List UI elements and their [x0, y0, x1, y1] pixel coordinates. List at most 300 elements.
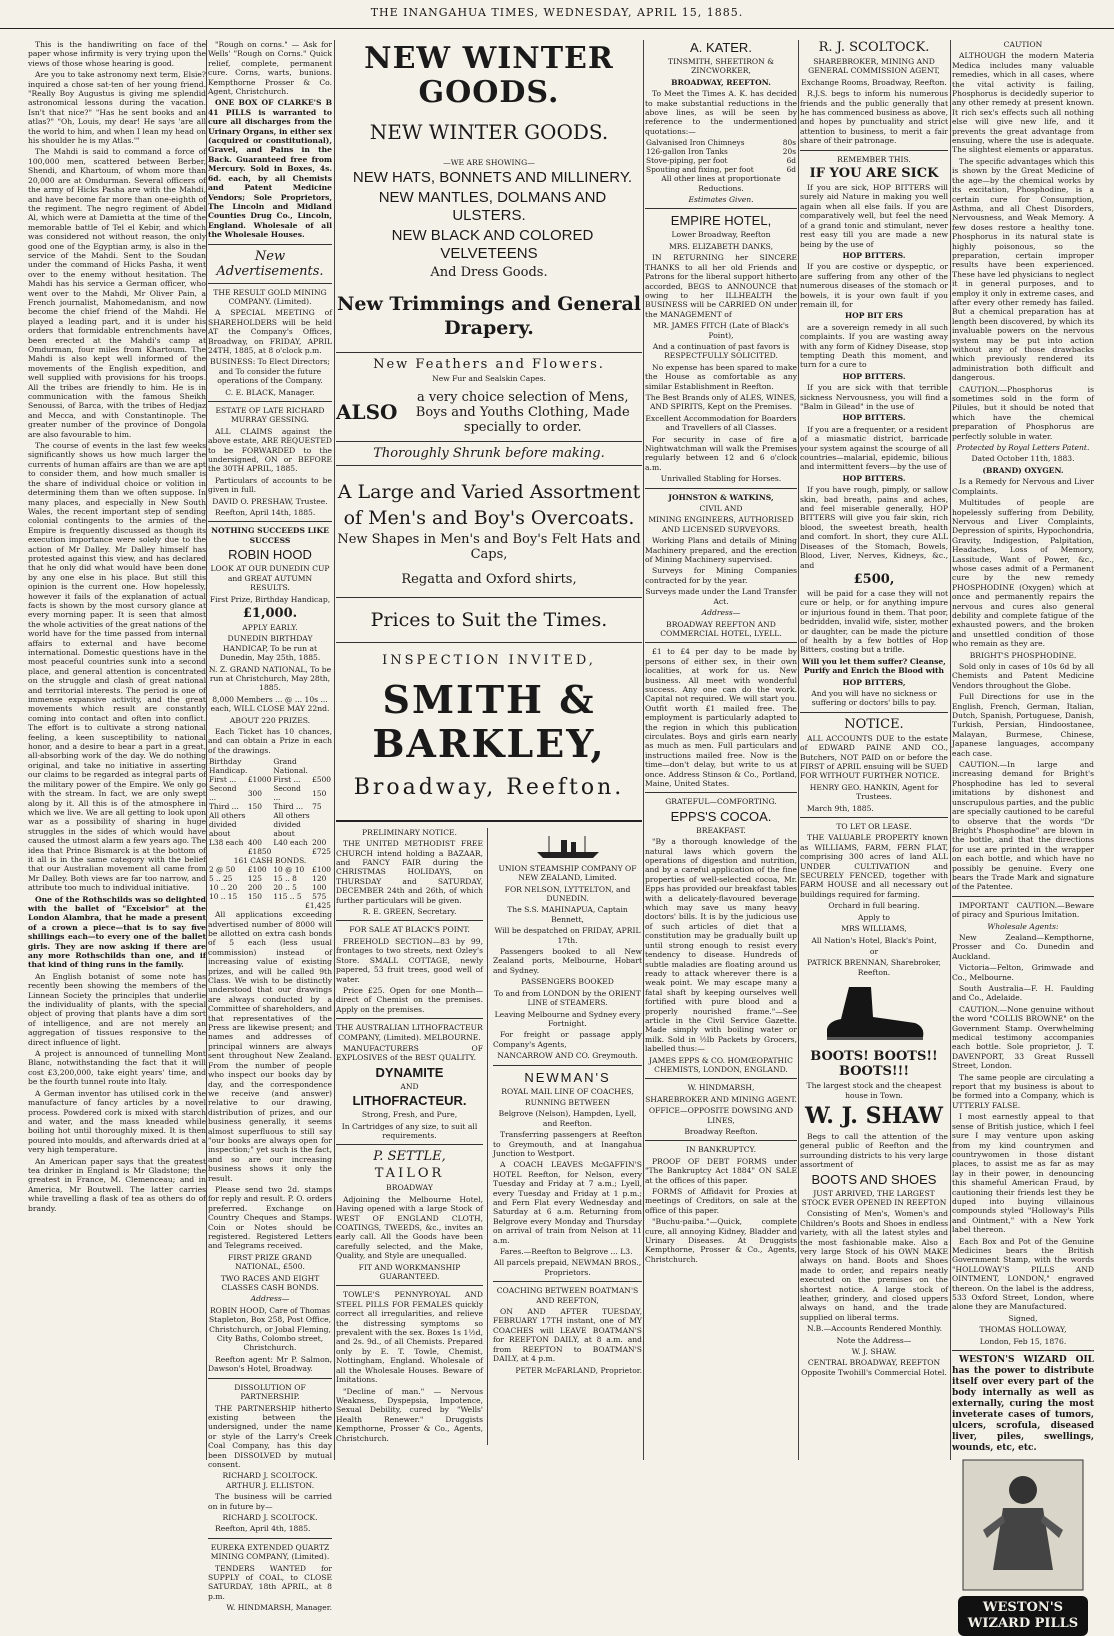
table-cell: £500 — [312, 775, 331, 785]
strong-fresh: Strong, Fresh, and Pure, — [361, 1110, 458, 1120]
johnston-heading: JOHNSTON & WATKINS, — [668, 492, 774, 502]
notice-body: ALL ACCOUNTS DUE to the estate of EDWARD PAINE AND CO., Butchers, NOT PAID on or before the FIRST of APRIL ensuing will be SUED FOR WITHOUT FURTHER NOTICE. — [800, 733, 948, 781]
table-row — [208, 838, 332, 847]
table-cell: Galvanised Iron Chimneys — [646, 138, 745, 148]
drapery-line: NEW MANTLES, DOLMANS AND ULSTERS. — [378, 189, 607, 225]
divider — [952, 896, 1094, 897]
robin-hood-dunedin: DUNEDIN BIRTHDAY HANDICAP, To be run at Dunedin, May 25th, 1885. — [219, 634, 321, 663]
eureka-heading: EUREKA EXTENDED QUARTZ MINING COMPANY, (Limited). — [210, 1542, 330, 1562]
divider — [645, 642, 797, 643]
table-cell — [272, 847, 311, 856]
divider — [336, 441, 642, 442]
prize-table — [208, 757, 332, 910]
grateful: GRATEFUL—COMFORTING. — [665, 797, 777, 807]
settle-broadway: BROADWAY — [386, 1183, 433, 1193]
consisting: Consisting of Men's, Women's and Children's Boots and Shoes in endless variety, with all the latest styles and the most fashionable make. Also a very large Stock of his OWN MAKE always on hand. Boots and Shoes made to order, and repairs neatly executed on the premises on the shortest notice. A large stock of leather, grindery, and closed uppers always on hand, and the trade supplied on liberal terms. — [800, 1209, 948, 1322]
methodist-body: THE UNITED METHODIST FREE CHURCH intend holding a BAZAAR, and FANCY FAIR during the CHRISTMAS HOLIDAYS, on THURSDAY and SATURDAY, DECEMBER 24th and 26th, of which further particulars will be given. — [336, 839, 483, 905]
divider — [208, 521, 332, 522]
table-cell: 115 .. 5 — [273, 892, 302, 902]
table-cell: 200 — [247, 883, 262, 893]
hop-bitters: HOP BITTERS. — [842, 413, 906, 423]
estate-heading: ESTATE OF LATE RICHARD MURRAY GESSING. — [215, 406, 325, 425]
divider — [645, 208, 797, 209]
kater-other: All other lines at proportionate Reductions. — [661, 174, 781, 193]
notice-date: March 9th, 1885. — [807, 803, 874, 813]
estate-date: Reefton, April 14th, 1885. — [215, 508, 316, 518]
mcfarland: PETER McFARLAND, Proprietor. — [515, 1365, 642, 1375]
agent-victoria: Victoria—Felton, Grimwade and Co., Melbourne. — [952, 963, 1094, 982]
frequenter: If you are a frequenter, or a resident of a miasmatic district, barricade your system against the scourge of all countries—malarial, epidemic, bilious and intermittent fevers—by the use of — [800, 424, 948, 472]
column-ads-2 — [208, 40, 332, 1613]
news-paragraph: The course of events in the last few weeks significantly shows us how much larger the currents of human affairs are than we are apt to consider them, and how much smaller is the share of individual choice or volition in determining them than we often suppose. In many places, and especially in New South Wales, the recent important step of sending colonial contingents to the armies of the Empire is frequently discussed as though its execution importance were solely due to the action of Mr Dalley. Mr Dalley himself has protested against this view, and has declared that he only did what would have been done by any one else in his place. But still this opinion is the current one. How hopelessly, however it fails of the explanation of actual facts is shown by the most cursory glance at every morning paper. It is seen that almost the whole activities of the great nations of the world have for the time passed from internal affairs to external and have become international. Domestic questions have in the most peaceful countries sunk into a second place, and general attention is concentrated on the struggle and clash of great national and territorial interests. The period is one of immense expansive activity, and the great movements which result are constantly coming into contact and often into conflict. The effort is to cultivate a strong national feeling, a keen susceptibility to national honor, and a desire to bear a part in a great, all-absorbing work of the day. We do nothing original, and take no initiative in asserting our claims to be regarded as integral parts of the military power of the Empire. We only go with the stream. In fact, we are only swept along by it. All this is of the atmosphere in which we live. We are all getting to look upon war as a possibility of sharing in huge struggles in the sides of which would have caused the utmost alarm a few years ago. The idea that Prince Bismarck is at the bottom of it all is in the same category with the belief that our Australian movement all came from Mr Dalley. Both views are far too narrow, and attribute too much to individual initiative. — [28, 441, 206, 893]
lithofracteur: LITHOFRACTEUR. — [352, 1093, 467, 1109]
table-cell: All others divided about — [209, 811, 246, 839]
news-paragraph: Are you to take astronomy next term, Elsie? inquired a chose sat-ten of her young friend. "Really Boy Augustus is giving me splendid astronomical lessons during the vacation. Isn't that nice?" "Has he sent books and an atlas?" "Oh, Louis, my dear! He says 'are all the world to him, and when I lean my head on his shoulder he is my Atlas.'" — [28, 70, 206, 146]
scoltock-trade: SHAREBROKER, MINING AND GENERAL COMMISSION AGENT, — [808, 57, 940, 76]
caution2: CAUTION.—In large and increasing demand for Bright's Phosphodine has led to several imitations by dishonest and unscrupulous parties, and the public are specially cautioned to be careful to observe that the words "Dr Bright's Phosphodine" are blown in the bottle, and that the directions for use are printed in the wrapper on each bottle, and which have no possibly be genuine. Every one bears the Trade Mark and signature of the Patentee. — [952, 760, 1094, 892]
two-races: TWO RACES AND EIGHT CLASSES CASH BONDS. — [220, 1273, 320, 1293]
kater-address: BROADWAY, REEFTON. — [671, 77, 771, 87]
newman-heading: NEWMAN'S — [524, 1069, 611, 1085]
epps-heading: EPPS'S COCOA. — [670, 808, 772, 824]
table-header-cell: Birthday Handicap. — [209, 757, 248, 776]
table-cell: 5 .. 25 — [209, 874, 233, 884]
divider — [336, 642, 642, 643]
inspection: INSPECTION INVITED, — [382, 652, 596, 668]
robin-hood-look: LOOK AT OUR DUNEDIN CUP and GREAT AUTUMN RESULTS. — [210, 564, 330, 593]
coach-body: A COACH LEAVES McGAFFIN'S HOTEL Reefton, for Nelson, every Tuesday and Friday at 7 a.m.; Lyell, every Tuesday and Friday at 1 p.m.; and Fern Flat every Wednesday and Saturday at 6 a.m. Returning from Belgrove every Monday and Thursday on arrival of train from Nelson at 11 a.m. — [493, 1160, 642, 1245]
usn-heading: UNION STEAMSHIP COMPANY OF NEW ZEALAND, Limited. — [498, 863, 637, 883]
parcels: All parcels prepaid, NEWMAN BROS., Proprietors. — [493, 1258, 642, 1277]
regatta: Regatta and Oxford shirts, — [401, 571, 577, 587]
brands: The Best Brands only of ALES, WINES, AND SPIRITS, Kept on the Premises. — [645, 392, 797, 412]
dissolution-body: THE PARTNERSHIP hitherto existing between the undersigned, under the name or style of the Larry's Creek Coal Company, has this day been DISSOLVED by mutual consent. — [208, 1403, 332, 1469]
table-row — [208, 874, 332, 883]
dated: Dated October 11th, 1883. — [971, 454, 1075, 464]
boots: BOOTS! BOOTS!! BOOTS!!! — [810, 1049, 938, 1080]
estate-signer: DAVID O. PRESHAW, Trustee. — [212, 496, 328, 506]
table-row — [645, 156, 797, 165]
gold-mining-body: A SPECIAL MEETING of SHAREHOLDERS will be held AT the Company's Offices, Broadway, on FRIDAY, APRIL 24TH, 1885, at 8 o'clock p.m. — [208, 308, 332, 355]
column-ads-5 — [800, 40, 948, 1460]
no-expense: No expense has been spared to make the House as comfortable as any similar Establishment in Reefton. — [645, 362, 797, 391]
firm-name: SMITH & BARKLEY, — [372, 676, 606, 766]
kater-trade: TINSMITH, SHEETIRON & ZINCWORKER, — [668, 57, 774, 76]
table-row — [208, 775, 332, 784]
column-rule — [206, 40, 207, 1460]
tuesday: ON AND AFTER TUESDAY, FEBRUARY 17TH instant, one of MY COACHES will LEAVE BOATMAN'S for REEFTON DAILY, at 8 a.m. and from REEFTON to BOATMAN'S DAILY, at 4 p.m. — [493, 1307, 642, 1364]
table-cell: 150 — [312, 788, 327, 798]
working-plans: Working Plans and details of Mining Machinery prepared, and the erection of Mining Machinery supervised. — [645, 536, 797, 565]
fitch: MR. JAMES FITCH (Late of Black's Point), — [653, 321, 789, 340]
gold-mining-heading: THE RESULT GOLD MINING COMPANY. (Limited). — [213, 287, 327, 306]
affidavit-forms: FORMS of Affidavit for Proxies at meetings of Creditors, on sale at the office of this paper. — [645, 1187, 797, 1215]
sickness: If you are sick with that terrible sickness Nervousness, you will find a "Balm in Gilead" in the use of — [800, 383, 948, 411]
table-cell: 150 — [247, 892, 262, 902]
table-cell: Second ... — [273, 784, 301, 803]
tenders-body: TENDERS WANTED for SUPPLY of COAL, to CLOSE SATURDAY, 18th APRIL, at 8 p.m. — [208, 1563, 332, 1601]
shaw-heading: W. J. SHAW — [805, 1102, 943, 1129]
office: OFFICE—OPPOSITE DOWSING AND LINES, — [648, 1106, 794, 1125]
decline-ad: "Decline of man." — Nervous Weakness, Dyspepsia, Impotence, Sexual Debility, cured by "Wells' Health Renewer." Druggists Kempthorne, Prosser & Co., Agents, Christchurch. — [336, 1386, 483, 1443]
wholesale: Wholesale Agents: — [987, 921, 1059, 931]
proof-forms: PROOF OF DEBT FORMS under "The Bankruptcy Act 1884" ON SALE at the offices of this paper. — [645, 1156, 797, 1185]
security: For security in case of fire a Nightwatchman will walk the Premises regularly between 12 and 6 o'clock a.m. — [645, 434, 797, 472]
usn-for: FOR NELSON, LYTTELTON, and DUNEDIN. — [504, 884, 631, 904]
phosphodine-body: The specific advantages which this is shown by the Great Medicine of the age—by the chemical works by its excitation, Phosphodine, is a certain cure for Consumption, Asthma, and all Chest Disorders, Nervousness, and Weak Memory. A few doses restore a healthy tone. Phosphorus in its natural state is highly poisonous, so the preparation, certain improper results have been experienced. These have led physicians to neglect it in general purposes, and to employ it only in extreme cases, and after every other remedy has failed. But a chemical preparation has at length been discovered, by which its invaluable powers on the nervous system may be put into action without any of those drawbacks which previously rendered its administration both difficult and dangerous. — [952, 156, 1094, 383]
clarke-pills-ad: ONE BOX OF CLARKE'S B 41 PILLS is warranted to cure all discharges from the Urinary Organs, in either sex (acquired or constitutional), Gravel, and Pains in the Back. Guaranteed free from Mercury. Sold in Boxes, 4s. 6d. each, by all Chemists and Patent Medicine Vendors; Sole Proprietors, The Lincoln and Midland Counties Drug Co., Lincoln, England. Wholesale of all the Wholesale Houses. — [208, 98, 332, 240]
holloway-signature: THOMAS HOLLOWAY, — [979, 1325, 1067, 1335]
important-caution: IMPORTANT CAUTION.—Beware of piracy and Spurious Imitation. — [952, 900, 1094, 920]
overcoats-line: of Men's and Boy's Overcoats. — [343, 506, 635, 529]
table-row — [208, 784, 332, 802]
table-cell: 80s — [782, 138, 796, 148]
phosphodine-caution: CAUTION.—Phosphorus is sometimes sold in the form of Pilules, but it should be noted that which have the chemical preparation of Phosphorus are perfectly soluble in water. — [952, 384, 1094, 441]
fares: Fares.—Reefton to Belgrove ... L3. — [500, 1247, 633, 1257]
hop-bitters: HOP BITTERS, — [842, 677, 906, 687]
also-row — [336, 390, 642, 435]
and-word: AND — [400, 1081, 419, 1091]
feathers: New Feathers and Flowers. — [373, 357, 605, 373]
largest: The largest stock and the cheapest house in Town. — [806, 1081, 942, 1100]
rough-skin: If you have rough, pimply, or sallow skin, bad breath, pains and aches, and feel miserable generally, HOP BITTERS will give you fair skin, rich blood, the sweetest breath, health and comfort. In short, they cure ALL Diseases of the Stomach, Bowels, Blood, Liver, Nerves, Kidneys, &c., and — [800, 485, 948, 570]
lower-left — [336, 828, 488, 1445]
divider — [208, 244, 332, 245]
news-paragraph: The Mahdi is said to command a force of 100,000 men, scattered between Berber, Shendi, and Khartoum, of whom more than 20,000 are at Omdurman. Several officers of the army of Hicks Pasha are with the Mahdi, and have become far more than one-eighth of the regiment. The negro regiment of Abdel Al, which were at Damietta at the time of the memorable battle of Tel el Kebir, and which was considered not without reason, the only good one of the Egyptian army, is also in the service of the Mahdi. Sent to the Soudan under the command of Hicks Pasha, it went over to the enemy without hesitation. The Mahdi has his service a German officer, who went over to the Mahdi, Mr Oliver Pain, a French journalist, Mahomedanism, and now become the chief friend of the Mahdi. He played a leading part, and it is under his orders that formidable entrenchments have been erected at the Mahdi's camp at Omdurman, four miles from Khartoum. The Mahdi is also kept well informed of the movements of the English expedition, and well supplied with provisions for his troops. All the tribes are friendly to him. He is in communication with the famous Sheikh Senoussi, of Barca, with the tribes of Hedjaz and Mecca, and with Constantinople. The greater number of the province of Dongola are also favourable to him. — [28, 147, 206, 439]
table-cell: Third ... — [209, 802, 239, 812]
williams: MRS WILLIAMS, — [841, 924, 907, 934]
robin-hood-please-send: Please send two 2d. stamps for reply and result. P. O. orders preferred. Exchange on Country Cheques and Stamps. Coin or Notes should be registered. Registered Letters and Telegrams received. — [208, 1184, 332, 1251]
notice-heading: NOTICE. — [844, 716, 904, 732]
divider — [336, 920, 483, 921]
table-cell: 10 .. 15 — [209, 892, 238, 902]
gold-mining-signer: C. E. BLACK, Manager. — [225, 387, 315, 397]
route: Belgrove (Nelson), Hampden, Lyell, and Reefton. — [498, 1109, 637, 1128]
divider — [336, 465, 642, 466]
divider — [336, 1285, 483, 1286]
buchu-ad: "Buchu-paiba."—Quick, complete cure, all annoying Kidney, Bladder and Urinary Diseases. At Druggists Kempthorne, Prosser & Co., Agents, Christchurch. — [645, 1217, 797, 1264]
address-label: Address— — [250, 1294, 290, 1304]
news-paragraph: An American paper says that the greatest tea drinker in England is Mr Gladstone; the greatest in France, M. Clemenceau; and in America, Mr Boutwell. The latter carries while travelling a flask of tea as others do of brandy. — [28, 1156, 206, 1213]
column-rule — [334, 40, 335, 1460]
sovereign: are a sovereign remedy in all such complaints. If you are wasting away with any form of Kidney Disease, stop tempting Death this moment, and turn for a cure to — [800, 322, 948, 370]
divider — [645, 1078, 797, 1079]
bright-heading: BRIGHT'S PHOSPHODINE. — [969, 650, 1077, 660]
multitudes: Multitudes of people are hopelessly suffering from Debility, Nervous and Liver Complaints, Depression of spirits, Hypochondria, Gravity, Indigestion, Palpitation, Headaches, Loss of Memory, Lassitude, Want of Power, &c., whose cases admit of a Permanent cure by the new remedy PHOSPHODINE (Oxygen) which at once and permanently repairs the nervous and cures also general debility and complete fatigue of the exhausted powers, and the broken and unsettled condition of those who remain as they are. — [952, 498, 1094, 649]
trimmings: New Trimmings and General Drapery. — [336, 293, 642, 340]
new-winter-goods-script: NEW WINTER GOODS. — [369, 120, 609, 144]
hankin: HENRY GEO. HANKIN, Agent for Trustees. — [809, 782, 939, 802]
running: RUNNING BETWEEN — [524, 1097, 611, 1107]
signed: Signed, — [1008, 1313, 1038, 1323]
bankruptcy: IN BANKRUPTCY. — [686, 1145, 756, 1155]
table-cell: 10 .. 20 — [209, 883, 238, 893]
table-cell: 6d — [786, 165, 796, 175]
tenders-signer: W. HINDMARSH, Manager. — [226, 1603, 332, 1613]
news-paragraph: A project is announced of tunnelling Mont Blanc, notwithstanding the fact that it will cost £3,200,000, take eight years' time, and be the fourth tunnel route into Italy. — [28, 1049, 206, 1087]
table-cell: First ... — [273, 775, 301, 785]
methodist-signer: R. E. GREEN, Secretary. — [362, 907, 457, 917]
table-cell: 100 — [312, 883, 327, 893]
freehold-price: Price £25. Open for one Month—direct of Chemist on the premises. Apply on the premises. — [336, 985, 483, 1014]
hop-bitters: HOP BIT ERS — [845, 311, 903, 321]
scoltock-heading: R. J. SCOLTOCK. — [818, 40, 930, 55]
earnings-ad: £1 to £4 per day to be made by persons of either sex, in their own localities, at work for us. New business. All meet with wonderful success. Any one can do the work. Capital not required. We will start you. Outfit worth £1 mailed free. The employment is particularly adapted to the region in which this publication circulates. Boys and girls earn nearly as much as men. Full particulars and instructions mailed free. Now is the time—don't delay, but write to us at once. Address Stinson & Co., Portland, Maine, United States. — [645, 647, 797, 788]
divider — [336, 597, 642, 598]
caution-heading: CAUTION — [1003, 40, 1043, 49]
hop-bitters: HOP BITTERS. — [842, 250, 906, 260]
divider — [336, 352, 642, 353]
divider — [645, 488, 797, 489]
first-prize-national: FIRST PRIZE GRAND NATIONAL, £500. — [228, 1252, 312, 1272]
divider — [208, 401, 332, 402]
hop-bitters: HOP BITTERS. — [842, 371, 906, 381]
estate-body: ALL CLAIMS against the above estate, ARE REQUESTED to be FORWARDED to the undersigned, ON or BEFORE the 30TH APRIL, 1885. — [208, 426, 332, 474]
paid: will be paid for a case they will not cure or help, or for anything impure or injurious found in them. That poor, bedridden, invalid wife, sister, mother or daughter, can be made the picture of health by a few bottles of Hop Bitters, costing but a trifle. — [800, 588, 948, 655]
settle-body: Adjoining the Melbourne Hotel, Having opened with a large Stock of WEST OF ENGLAND CLOTH, COATINGS, TWEEDS, &c., invites an early call. All the Goods have been carefully selected, and the Make, Quality, and Style are unequalled. — [336, 1194, 483, 1261]
shapes: New Shapes in Men's and Boy's Felt Hats and Caps, — [337, 531, 641, 562]
surveys: Surveys for Mining Companies contracted for by the year. — [645, 566, 797, 585]
lower-row — [336, 820, 642, 1445]
or: or — [869, 946, 879, 956]
reward: £500, — [853, 571, 895, 587]
dress-goods: And Dress Goods. — [430, 265, 548, 281]
shaw-body: Begs to call the attention of the general public of Reefton and the surrounding districts to his very large assortment of — [800, 1131, 948, 1170]
robin-hood-members: 8,000 Members ... @ ... 10s ... each, WILL CLOSE MAY 22nd. — [210, 694, 330, 714]
table-cell: Stove-piping, per foot — [646, 156, 728, 166]
nb: N.B.—Accounts Rendered Monthly. — [807, 1324, 943, 1334]
holloway-caution: The same people are circulating a report that my business is about to be formed into a Company, which is UTTERLY FALSE. — [952, 1072, 1094, 1110]
kater-price-table — [645, 138, 797, 174]
table-cell: 20s — [782, 147, 796, 157]
table-cell: 120 — [312, 874, 327, 884]
agent-nz: New Zealand—Kempthorne, Prosser and Co. Dunedin and Auckland. — [952, 932, 1094, 961]
boots-shoes: BOOTS AND SHOES — [811, 1171, 937, 1187]
showing: —WE ARE SHOWING— — [443, 158, 535, 167]
no-sickness: And you will have no sickness or suffering or doctors' bills to pay. — [811, 688, 937, 708]
divider — [208, 1538, 332, 1539]
news-paragraph: An English botanist of some note has recently been showing the members of the Linnean Society the principles that underlie the individuality of plants, with the special object of proving that plants have a dim sort of intelligence, and are not merely an aggregation of tissues responsive to the direct influence of light. — [28, 971, 206, 1047]
robin-hood-national: N. Z. GRAND NATIONAL, To be run at Christchurch, May 28th, 1885. — [208, 664, 332, 693]
table-header-row — [208, 757, 332, 775]
apply-to: Apply to — [858, 912, 890, 922]
table-cell: 20 .. 5 — [273, 883, 297, 893]
danks: MRS. ELIZABETH DANKS, — [668, 241, 774, 251]
sold: Sold only in cases of 10s 6d by all Chemists and Patent Medicine Vendors throughout the Globe. — [952, 662, 1094, 690]
to-let: TO LET OR LEASE. — [836, 822, 912, 832]
drapery-line: NEW BLACK AND COLORED VELVETEENS — [391, 227, 594, 263]
settle-fit: FIT AND WORKMANSHIP GUARANTEED. — [358, 1262, 461, 1282]
wizard-figure-icon — [963, 1460, 1083, 1590]
appeal: I most earnestly appeal to that sense of British justice, which I feel sure I may venture upon asking from my kind countrymen and countrywomen in those distant places, to assist me as far as may lay in their power, in denouncing this shameful American Fraud, by cautioning their friends lest they be duped into buying villainous compounds styled "Holloway's Pills and Ointment," with a New York label thereon. — [952, 1112, 1094, 1235]
table-row — [208, 811, 332, 838]
table-cell: 6d — [786, 156, 796, 166]
masthead: THE INANGAHUA TIMES, WEDNESDAY, APRIL 15, 1885. — [0, 0, 1114, 29]
table-cell: 126-gallon Iron Tanks — [646, 147, 728, 157]
explosives: MANUFACTURERS OF EXPLOSIVES of the BEST QUALITY. — [336, 1043, 483, 1063]
tailor: TAILOR — [374, 1166, 445, 1182]
cartridges: In Cartridges of any size, to suit all requirements. — [341, 1121, 478, 1140]
divider — [800, 712, 948, 713]
table-cell: L38 each — [209, 838, 244, 848]
dissolution-carried: The business will be carried on in future by— — [208, 1492, 332, 1511]
divider — [800, 150, 948, 151]
estate-particulars: Particulars of accounts to be given in full. — [208, 475, 332, 495]
also-text: a very choice selection of Mens, Boys and Youths Clothing, Made specially to order. — [415, 389, 630, 435]
shaw-signature: W. J. SHAW. — [851, 1347, 897, 1357]
estimates: Estimates Given. — [688, 195, 754, 205]
royal-mail: ROYAL MAIL LINE OF COACHES, — [501, 1086, 634, 1096]
hindmarsh: W. HINDMARSH, — [687, 1083, 755, 1093]
steamship-icon — [533, 832, 603, 860]
reefton-agent: Reefton agent: Mr P. Salmon, Dawson's Hotel, Broadway. — [208, 1354, 332, 1374]
robin-hood-apply: APPLY EARLY. — [242, 622, 298, 632]
usn-leaving: Leaving Melbourne and Sydney every Fortnight. — [494, 1009, 641, 1028]
central: CENTRAL BROADWAY, REEFTON Opposite Twohill's Commercial Hotel. — [801, 1358, 947, 1377]
divider — [645, 1140, 797, 1141]
empire-address: Lower Broadway, Reefton — [671, 230, 771, 240]
column-news — [28, 40, 206, 1460]
sale-heading: FOR SALE AT BLACK'S POINT. — [349, 925, 470, 935]
furs: New Fur and Sealskin Capes. — [432, 374, 546, 384]
dynamite: DYNAMITE — [375, 1064, 444, 1080]
divider — [336, 1144, 483, 1145]
table-cell — [208, 847, 247, 856]
divider — [952, 1350, 1094, 1351]
usn-despatch: Will be despatched on FRIDAY, APRIL 17th. — [494, 926, 641, 945]
new-winter-goods-banner: NEW WINTER GOODS. — [364, 41, 614, 110]
divider — [208, 283, 332, 284]
scoltock-address: Exchange Rooms, Broadway, Reefton. — [801, 77, 947, 87]
property: THE VALUABLE PROPERTY known as WILLIAMS, FARM, FERN FLAT, comprising 300 acres of land ALL UNDER CULTIVATION and SECURELY FENCED, together with FARM HOUSE and all necessary out buildings required for farming. — [800, 833, 948, 899]
robin-hood-ticket: Each Ticket has 10 chances, and can obtain a Prize in each of the drawings. — [208, 726, 332, 755]
holloway-date: London, Feb 15, 1876. — [979, 1336, 1067, 1346]
kater-heading: A. KATER. — [690, 40, 752, 55]
column-ads-6 — [952, 40, 1094, 1632]
table-cell: L40 each — [273, 838, 308, 848]
remember: REMEMBER THIS. — [837, 154, 911, 164]
table-cell: £100 — [312, 865, 331, 875]
news-paragraph: A German inventor has utilised cork in the manufacture of fancy articles by a novel process. Powdered cork is mixed with starch and water, and the mass kneaded while boiling hot until thoroughly mixed. It is then poured into moulds, and afterwards dried at a very high temperature. — [28, 1088, 207, 1155]
column-rule — [643, 40, 644, 1460]
divider — [493, 1065, 642, 1066]
freehold-body: FREEHOLD SECTION—83 by 99, frontages to two streets, next Ozley's Store. SMALL COTTAGE, newly papered, 53 fruit trees, good well of water. — [336, 936, 483, 984]
scoltock-body: R.J.S. begs to inform his numerous friends and the public generally that he has commenced business as above, and hopes by punctuality and strict attention to business, to merit a fair share of their patronage. — [800, 89, 948, 146]
table-cell: First ... — [209, 775, 237, 785]
address-label: Address— — [701, 608, 741, 618]
table-cell — [247, 811, 273, 838]
table-total: £1,425 — [305, 901, 331, 911]
table-row — [208, 802, 332, 811]
table-row — [645, 138, 797, 147]
agent-south-australia: South Australia—F. H. Faulding and Co., Adelaide. — [952, 984, 1094, 1003]
table-cell: 10 @ 10 — [273, 865, 305, 875]
surveys-land: Surveys made under the Land Transfer Act. — [645, 587, 797, 606]
table-cell: £725 — [312, 847, 331, 857]
brennan: PATRICK BRENNAN, Sharebroker, Reefton. — [807, 958, 941, 977]
table-row — [208, 865, 332, 874]
kater-body: To Meet the Times A. K. has decided to make substantial reductions in the above lines, as will be seen by reference to the undermentioned quotations:— — [645, 89, 797, 136]
orchard: Orchard in full bearing. — [828, 901, 920, 911]
column-drapery — [336, 40, 642, 1460]
prices: Prices to Suit the Times. — [370, 608, 608, 631]
robin-hood-first-prize: First Prize, Birthday Handicap, — [209, 594, 331, 604]
transferring: Transferring passengers at Reefton to Greymouth, and at Inangahua Junction to Westport. — [493, 1130, 642, 1158]
table-cell — [311, 811, 332, 838]
protected: Protected by Royal Letters Patent. — [956, 443, 1090, 453]
hop-bitters: HOP BITTERS. — [842, 473, 906, 483]
table-cell: 150 — [247, 802, 262, 812]
full-directions: Full Directions for use in the English, French, German, Italian, Dutch, Spanish, Portuguese, Danish, Turkish, Persian, Hindoostanee, Malayan, Burmese, Chinese, Japanese languages, accompany each case. — [952, 692, 1094, 758]
table-cell: 575 — [312, 892, 327, 902]
phosphodine-body: ALTHOUGH the modern Materia Medica includes many valuable remedies, which in all cases, where the vital activity is failing, Phosphorus is decidedly superior to any other remedy at present known. It rich sex's effects such all nothing else will give new life, and it prevents the great advantage from ensuing, where the use is adequate. The slightest elements or apparatus. — [952, 51, 1094, 155]
lithofracteur-company: THE AUSTRALIAN LITHOFRACTEUR COMPANY, (Limited). MELBOURNE. — [336, 1023, 483, 1042]
table-cell: All others divided about — [273, 811, 310, 839]
divider — [493, 1281, 642, 1282]
broadway-hotel: BROADWAY REEFTON AND COMMERCIAL HOTEL, LYELL. — [660, 619, 782, 638]
shrunk: Thoroughly Shrunk before making. — [373, 445, 605, 461]
table-cell: Second ... — [209, 784, 237, 803]
firm-address: Broadway, Reefton. — [353, 774, 625, 800]
dissolution-scoltock: RICHARD J. SCOLTOCK. — [222, 1512, 318, 1522]
settle-name: P. SETTLE, — [373, 1149, 446, 1165]
table-cell: 300 — [247, 788, 262, 798]
dissolution-date: Reefton, April 4th, 1885. — [215, 1524, 311, 1534]
usn-agents: NANCARROW AND CO. Greymouth. — [497, 1051, 638, 1061]
coaching: COACHING BETWEEN BOATMAN'S AND REEFTON, — [496, 1286, 639, 1305]
empire-heading: EMPIRE HOTEL, — [670, 213, 772, 229]
remedy: Is a Remedy for Nervous and Liver Complaints. — [952, 477, 1094, 496]
epps-body: "By a thorough knowledge of the natural laws which govern the operations of digestion and nutrition, and by a careful application of the fine properties of well-selected cocoa, Mr. Epps has provided our breakfast tables with a delicately-flavoured beverage which may save us many heavy doctors' bills. It is by the judicious use of such articles of diet that a constitution may be gradually built up until strong enough to resist every tendency to disease. Hundreds of subtle maladies are floating around us ready to attack wherever there is a weak point. We may escape many a fatal shaft by keeping ourselves well fortified with pure blood and a properly nourished frame."—See article in the Civil Service Gazette. Made simply with boiling water or milk. Sold in ½lb Packets by Grocers, labelled thus:— — [645, 837, 797, 1054]
table-cell: 75 — [312, 802, 322, 812]
table-row — [208, 847, 332, 856]
table-row — [208, 883, 332, 892]
table-cell: £100 — [247, 865, 267, 875]
table-cell: £1850 — [247, 847, 272, 857]
table-cell: 161 CASH BONDS. — [233, 856, 307, 866]
breakfast: BREAKFAST. — [696, 825, 746, 835]
robin-hood-amount: £1,000. — [242, 605, 298, 621]
divider — [645, 792, 797, 793]
preliminary-heading: PRELIMINARY NOTICE. — [362, 827, 457, 837]
danks-body: IN RETURNING her SINCERE THANKS to all her old Friends and Patrons for the liberal support hitherto accorded, BEGS to ANNOUNCE that owing to her ILLHEALTH the BUSINESS will be CARRIED ON under the MANAGEMENT of — [645, 253, 797, 319]
lower-right — [488, 828, 642, 1445]
sharebroker: SHAREBROKER AND MINING AGENT. — [645, 1094, 797, 1104]
civil: CIVIL AND — [699, 504, 743, 514]
brand: (BRAND) OXYGEN. — [982, 465, 1064, 475]
costive: If you are costive or dyspeptic, or are suffering from any other of the numerous diseases of the stomach or bowels, it is your own fault if you remain ill, for — [800, 262, 948, 309]
column-ads-4 — [645, 40, 797, 1460]
note-address: Note the Address— — [836, 1335, 912, 1345]
usn-booked: PASSENGERS BOOKED — [521, 977, 614, 987]
will-you: Will you let them suffer? Cleanse, Purify and Enrich the Blood with — [802, 656, 946, 676]
continuation: And a continuation of past favors is RESPECTFULLY SOLICITED. — [652, 341, 790, 361]
dissolution-heading: DISSOLUTION OF PARTNERSHIP. — [234, 1382, 306, 1402]
rothschild-paragraph: One of the Rothschilds was so delighted with the ballet of "Excelsior" at the London Alambra, that he made a present of a crown a piece—that is to say five shillings each—to every one of the ballet girls. They are now asking if there are any more Rothschilds than one, and if that kind of thing runs in the family. — [28, 894, 206, 970]
table-cell: 200 — [312, 838, 327, 848]
drapery-line: NEW HATS, BONNETS AND MILLINERY. — [352, 169, 633, 187]
robin-hood-prizes: ABOUT 220 PRIZES. — [229, 715, 311, 725]
robin-hood-address: ROBIN HOOD, Care of Thomas Stapleton, Box 258, Post Office, Christchurch, or Jobal Fleming, City Baths, Colombo street, Christchurch. — [208, 1305, 332, 1353]
table-cell: 400 — [247, 838, 262, 848]
news-paragraph: This is the handiwriting on face of the paper whose infirmity is very trying upon the views of those whose hearing is good. — [28, 40, 206, 68]
table-header-cell: Grand National. — [273, 757, 308, 776]
gold-mining-business: BUSINESS: To Elect Directors; and To consider the future operations of the Company. — [210, 357, 330, 386]
weston-ad: WESTON'S WIZARD OIL has the power to distribute itself over every part of the body internally as well as externally, curing the most inveterate cases of tumors, ulcers, scrofula, diseased liver, piles, swellings, wounds, etc, etc. — [952, 1355, 1094, 1454]
robin-hood-applications: All applications exceeding advertised number of 8000 will be allotted on extra cash bonds of 5 each (less usual commission) instead of increasing value of existing prizes, and will be called 9th Class. We wish to be distinctly understood that our drawings are always conducted by a Committee of shareholders, and that representatives of the Press are likewise present; and names and addresses of principal winners are always sent throughout New Zealand. From the number of people who inspect our books day by day, and the correspondence we receive (and answer) relative to our drawing, distribution of prizes, and our business generally, it seems almost superfluous to still say "our books are always open for inspection;" yet such is the fact, and so are our increasing business shows it only the result. — [208, 910, 332, 1183]
divider — [208, 1378, 332, 1379]
mining-engineers: MINING ENGINEERS, AUTHORISED AND LICENSED SURVEYORS. — [648, 515, 794, 534]
